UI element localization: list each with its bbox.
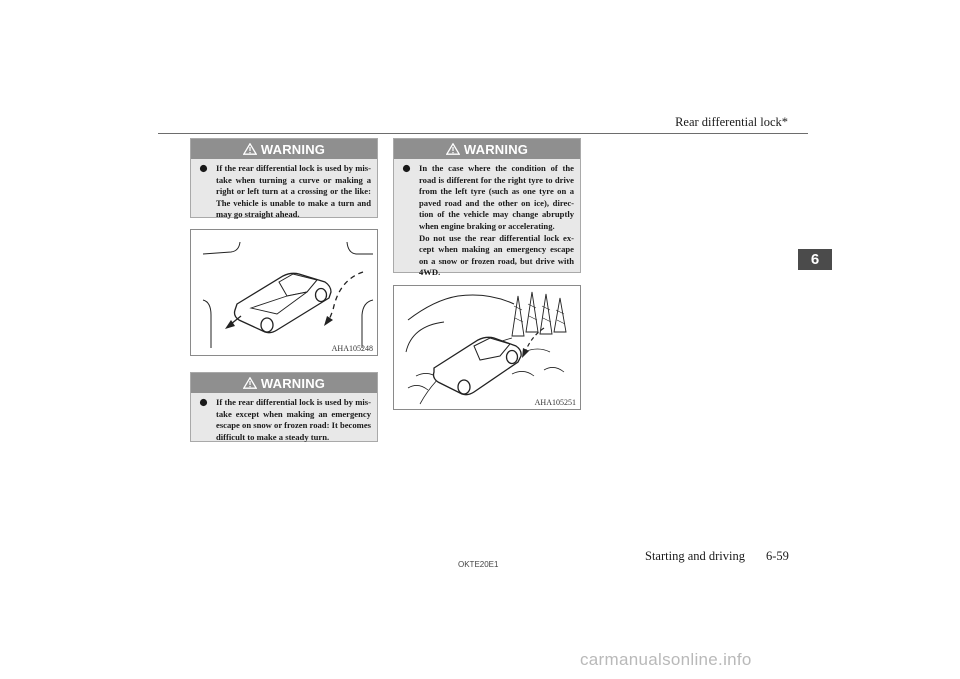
warning-box-2	[190, 372, 378, 442]
figure-label: AHA105251	[534, 398, 576, 407]
warning-title: WARNING	[260, 375, 326, 391]
bullet-icon	[199, 164, 208, 173]
warning-box-3	[393, 138, 581, 278]
warning-header	[191, 373, 377, 393]
figure-label: AHA105248	[331, 344, 373, 353]
figure-turning-car	[190, 229, 378, 356]
warning-triangle-icon	[243, 143, 257, 155]
page-number: 6-59	[766, 549, 789, 563]
footer-code: OKTE20E1	[458, 560, 499, 569]
warning-triangle-icon	[446, 143, 460, 155]
bullet-icon	[402, 164, 411, 173]
header-rule	[158, 133, 808, 134]
warning-text-secondary: Do not use the rear differential lock ex-cept when making an emergency escape on a snow or frozen road, but drive with 4WD.	[419, 232, 574, 278]
watermark: carmanualsonline.info	[580, 650, 752, 669]
snow-escape-illustration	[394, 286, 580, 409]
footer-section-title: Starting and driving	[645, 549, 745, 563]
warning-text: If the rear differential lock is used by mis-take when turning a curve or making a right or left turn at a crossing or the like: The vehicle is unable to make a turn and may go straight ahead.	[216, 163, 371, 220]
chapter-tab: 6	[798, 249, 832, 270]
turning-car-illustration	[191, 230, 377, 355]
warning-box-1	[190, 138, 378, 218]
warning-text: If the rear differential lock is used by mis-take except when making an emergency escape on snow or frozen road: It becomes difficult to make a steady turn.	[216, 397, 371, 442]
section-title: Rear differential lock*	[675, 115, 788, 129]
bullet-icon	[199, 398, 208, 407]
figure-snow-escape	[393, 285, 581, 410]
warning-text: In the case where the condition of the road is different for the right tyre to drive from the left tyre (such as one tyre on a paved road and the other on ice), direc-tion of the vehicle may change abruptly when engine braking or accelerating.	[419, 163, 574, 231]
warning-title: WARNING	[260, 141, 326, 157]
warning-title: WARNING	[463, 141, 529, 157]
warning-header	[191, 139, 377, 159]
warning-triangle-icon	[243, 377, 257, 389]
warning-header	[394, 139, 580, 159]
